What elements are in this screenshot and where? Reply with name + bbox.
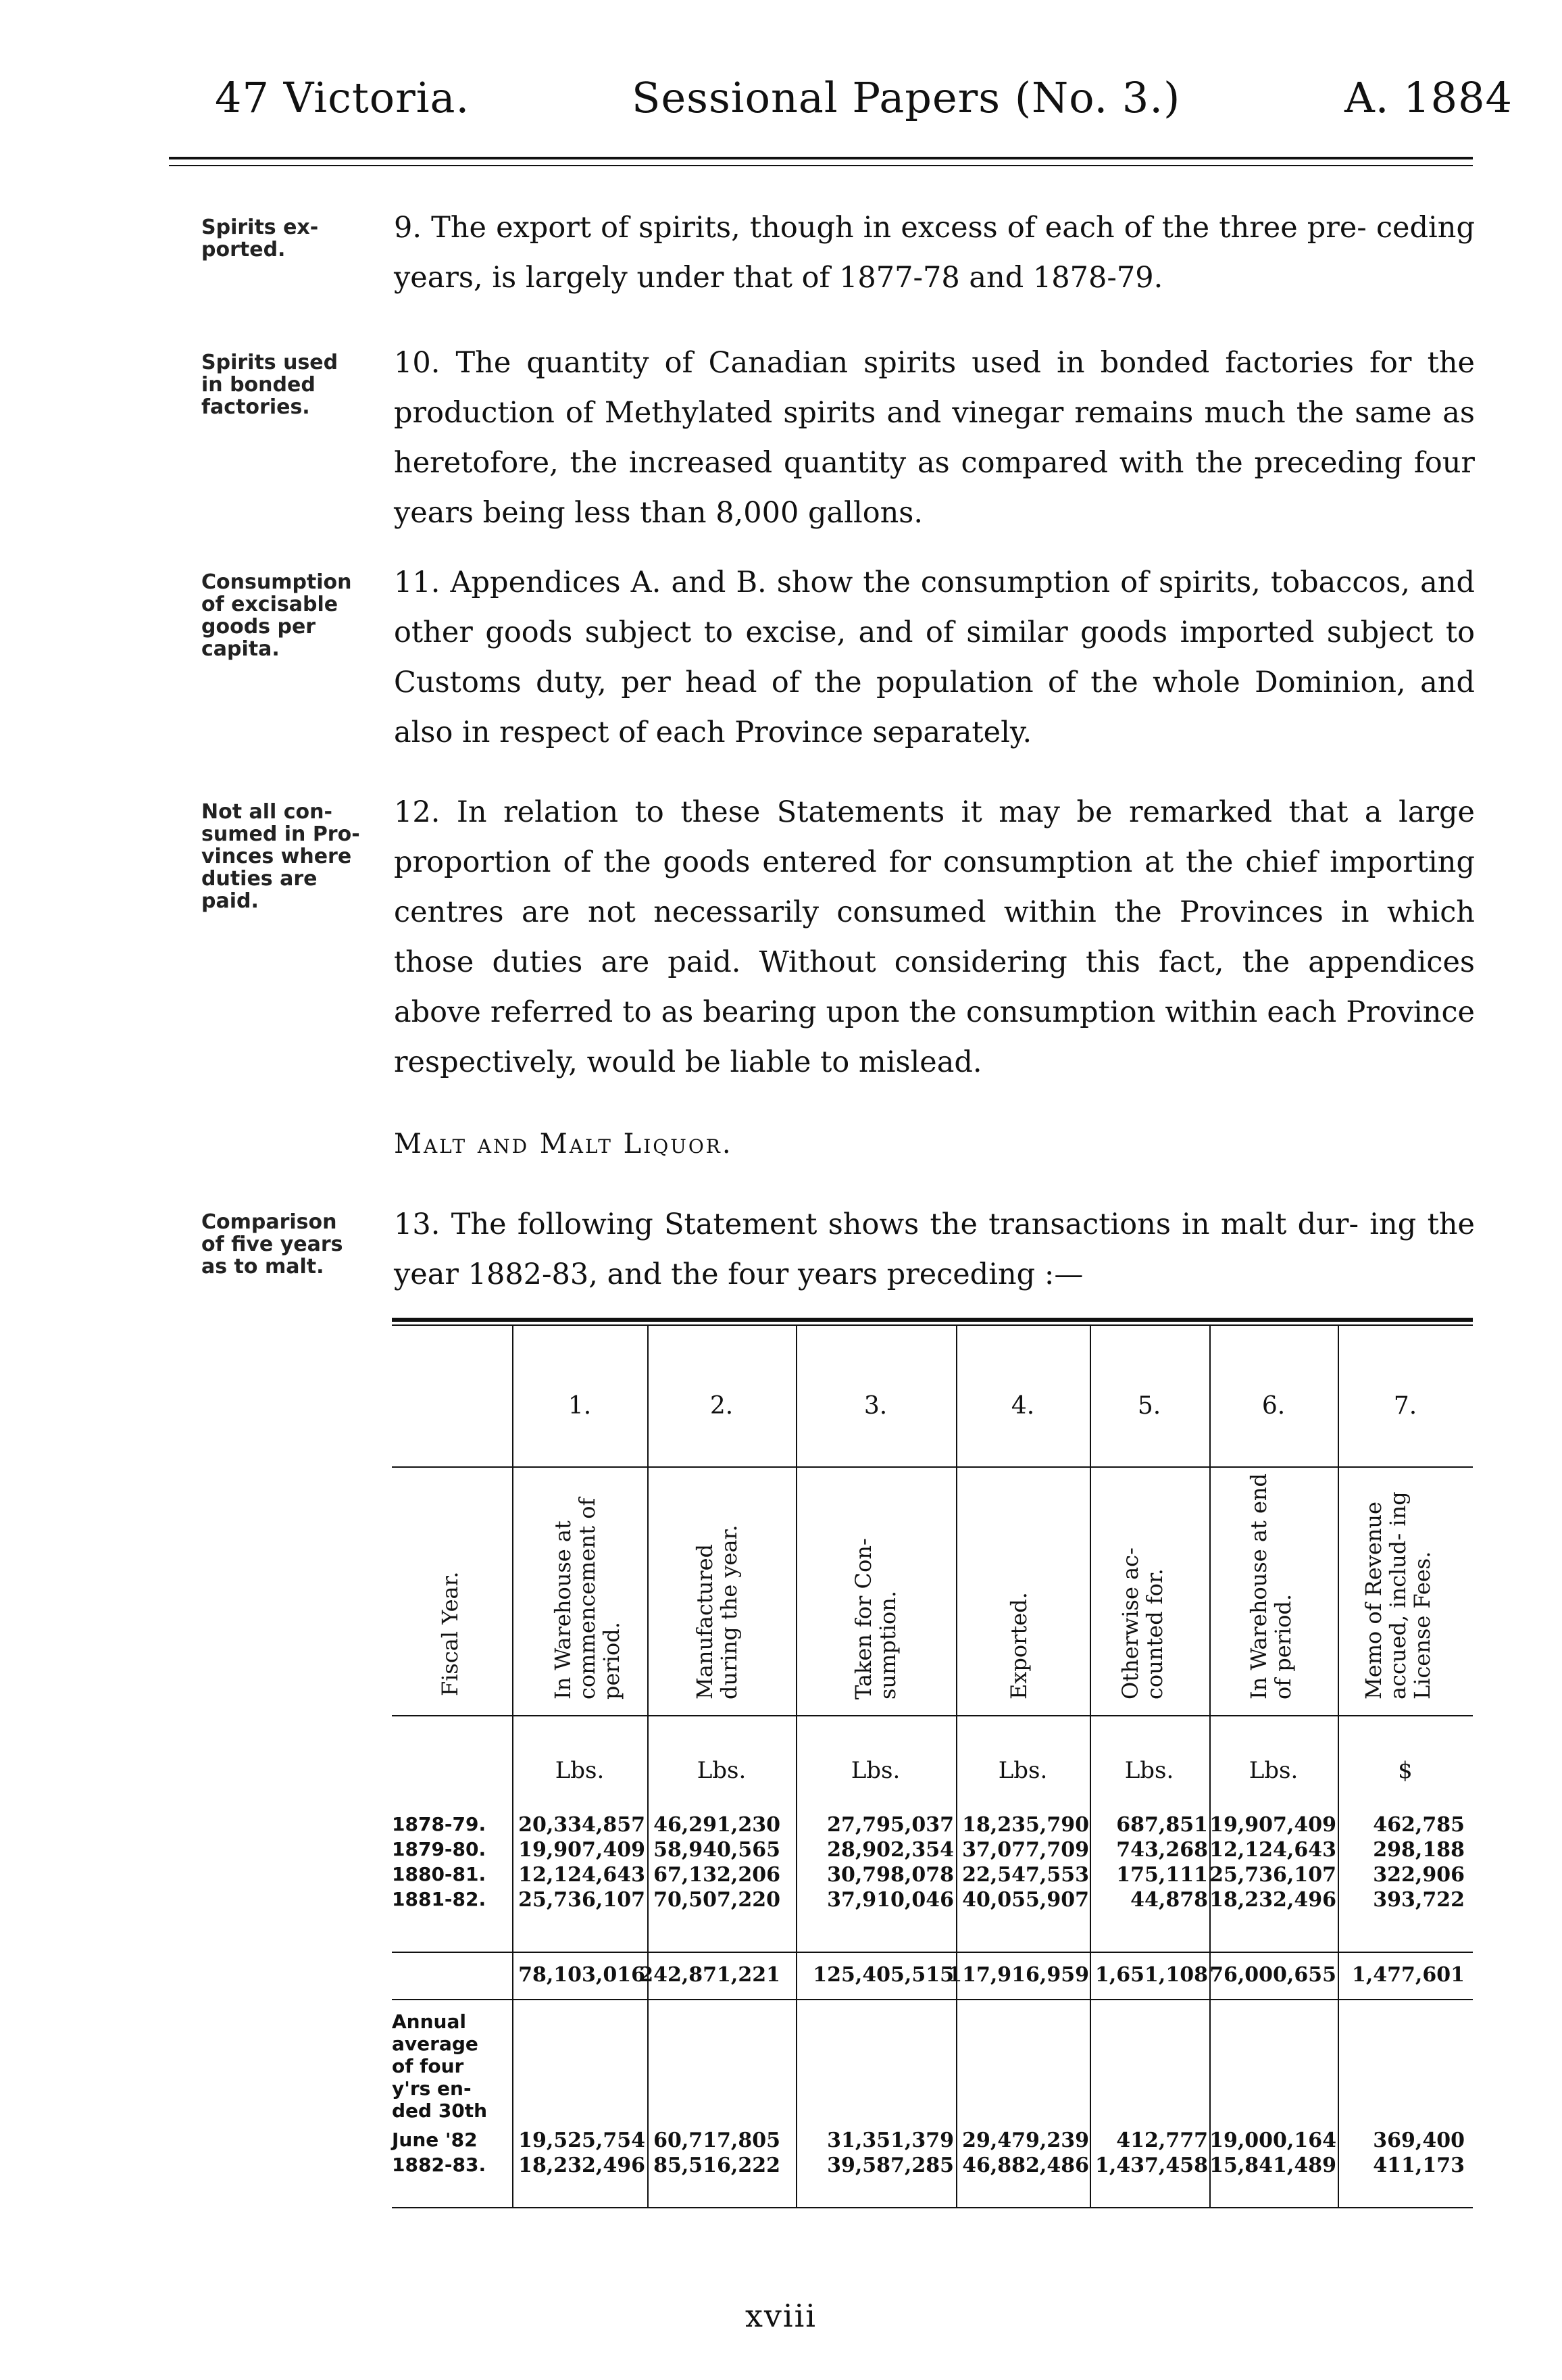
table-rule-top-thin [392, 1324, 1473, 1326]
col-divider [1338, 1326, 1339, 2207]
page-header [0, 73, 1562, 127]
paragraph-13: 13. The following Statement shows the transactions in malt dur- ing the year 1882-83, and the four years preceding :— [394, 1208, 1475, 1291]
header-in-warehouse-start: In Warehouse at commencement of period. [550, 1497, 624, 1700]
col-divider [956, 1326, 957, 2207]
header-exported: Exported. [1006, 1592, 1032, 1700]
table-rule-totals [392, 1952, 1473, 1953]
table-rule-totals-bottom [392, 1999, 1473, 2000]
col-divider [1090, 1326, 1091, 2207]
table-rule-bottom [392, 2207, 1473, 2208]
header-taken-for-consumption: Taken for Con- sumption. [851, 1538, 901, 1700]
margin-note-not-all-consumed: Not all con- sumed in Pro- vinces where duties are paid. [201, 800, 360, 913]
col-divider [512, 1326, 513, 2207]
paragraph-11: 11. Appendices A. and B. show the consumption of spirits, tobaccos, and other goods subject to excise, and of similar goods imported subject to Customs duty, per head of the population of the whole Dominion, and also in respect of each Province separately. [394, 566, 1475, 749]
header-in-warehouse-end: In Warehouse at end of period. [1246, 1473, 1296, 1700]
unit-col-5: Lbs. [1124, 1757, 1174, 1784]
unit-col-6: Lbs. [1249, 1757, 1299, 1784]
header-rule-thin [169, 165, 1473, 166]
malt-table: 1. 2. 3. 4. 5. 6. 7. Fiscal Year. In Warehouse at commencement of period. Manufactured during the year. Taken for Con- sumption. Exported. Otherwise ac- counted for. In Warehouse at end of period. Memo of Revenue accued, includ- ing License Fees. Lbs. Lbs. Lbs. Lbs. Lbs. Lbs. $ 1878-79. 20,334,857 46,291,230 27,795,037 18,235,790 687,851 19,907,409 462,785 1879-80. 19,907,409 58,940,565 28,902,354 37,077,709 743,268 12,124,643 298,188 1880-81. 12,124,643 67,132,206 30,798,078 22,547,553 175,111 25,736,107 322,906 1881-82. 25,736,107 70,507,220 37,910,046 40,055,907 44,878 18,232,496 393,722 78,103,016 242,871,221 125,405,515 117,916,959 1,651,108 76,000,655 1,477,601 Annual average of four y'rs en- ded 30th June '82 19,525,754 60,717,805 31,351,379 29,479,239 412,777 19,000,164 369,400 1882-83. 18,232,496 85,516,222 39,587,285 46,882,486 1,437,458 15,841,489 411,173 [392, 1318, 1473, 2210]
table-rule-numbers [392, 1466, 1473, 1468]
margin-note-malt-comparison: Comparison of five years as to malt. [201, 1210, 343, 1279]
col-divider [647, 1326, 649, 2207]
header-rule-thick [169, 157, 1473, 159]
col-divider [796, 1326, 797, 2207]
unit-col-3: Lbs. [851, 1757, 901, 1784]
paragraph-9: 9. The export of spirits, though in excess of each of the three pre- ceding years, is largely under that of 1877-78 and 1878-79. [394, 211, 1475, 295]
average-label: Annual average of four y'rs en- ded 30th [392, 2010, 488, 2122]
col-number-1: 1. [568, 1392, 592, 1420]
header-center: Sessional Papers (No. 3.) [632, 73, 1181, 122]
col-divider [1209, 1326, 1211, 2207]
col-number-5: 5. [1137, 1392, 1161, 1420]
unit-col-4: Lbs. [998, 1757, 1048, 1784]
table-rule-top [392, 1318, 1473, 1322]
paragraph-12: 12. In relation to these Statements it may be remarked that a large proportion of the goods entered for consumption at the chief importing centres are not necessarily consumed within the Provinces in which those duties are paid. Without considering this fact, the appendices above referred to as bearing upon the consumption within each Province respectively, would be liable to mislead. [394, 795, 1475, 1079]
unit-col-1: Lbs. [555, 1757, 605, 1784]
header-right: A. 1884 [1344, 73, 1513, 122]
col-number-4: 4. [1011, 1392, 1035, 1420]
col-number-3: 3. [863, 1392, 888, 1420]
col-number-2: 2. [709, 1392, 734, 1420]
section-heading: Malt and Malt Liquor. [394, 1129, 733, 1160]
paragraph-10: 10. The quantity of Canadian spirits used in bonded factories for the production of Methylated spirits and vinegar remains much the same as heretofore, the increased quantity as compared with the preceding four years being less than 8,000 gallons. [394, 346, 1475, 530]
margin-note-spirits-bonded: Spirits used in bonded factories. [201, 351, 338, 419]
col-number-6: 6. [1261, 1392, 1286, 1420]
header-revenue-memo: Memo of Revenue accued, includ- ing License Fees. [1361, 1491, 1435, 1700]
header-manufactured: Manufactured during the year. [692, 1524, 742, 1700]
header-fiscal-year: Fiscal Year. [437, 1571, 463, 1696]
page-number: xviii [745, 2298, 817, 2334]
header-left: 47 Victoria. [215, 73, 470, 122]
col-number-7: 7. [1393, 1392, 1417, 1420]
margin-note-consumption: Consumption of excisable goods per capita. [201, 570, 352, 661]
table-rule-headers [392, 1715, 1473, 1716]
header-otherwise-accounted: Otherwise ac- counted for. [1117, 1547, 1167, 1700]
margin-note-spirits-exported: Spirits ex- ported. [201, 216, 319, 262]
unit-col-7: $ [1398, 1757, 1413, 1784]
unit-col-2: Lbs. [697, 1757, 747, 1784]
